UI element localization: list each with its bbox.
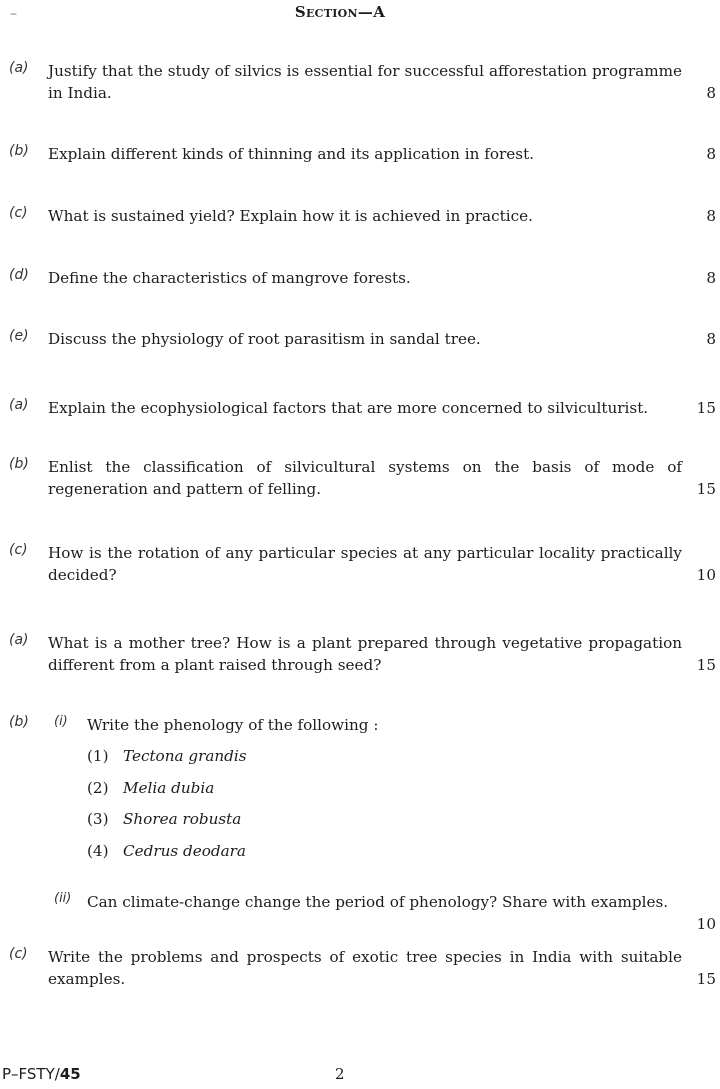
sub-question-text: Write the phenology of the following : [87, 716, 379, 734]
question-text: Justify that the study of silvics is essential for successful afforestation programme in India. [48, 62, 682, 102]
marks: 15 [696, 970, 716, 988]
question-text: Define the characteristics of mangrove forests. [48, 269, 411, 287]
question-text: Write the problems and prospects of exotic tree species in India with suitable examples. [48, 948, 682, 988]
question-text: Explain different kinds of thinning and its application in forest. [48, 145, 534, 163]
sub-question-label: (i) [54, 714, 68, 729]
marks: 8 [706, 145, 716, 163]
question-label: (a) [9, 397, 29, 413]
question-text: Explain the ecophysiological factors that are more concerned to silviculturist. [48, 399, 649, 417]
question-label: (c) [9, 946, 28, 962]
species-number: (1) [87, 747, 109, 765]
margin-mark: – [10, 6, 17, 22]
marks: 8 [706, 84, 716, 102]
question-label: (b) [9, 714, 29, 730]
species-name: Cedrus deodara [123, 842, 246, 860]
question-label: (c) [9, 205, 28, 221]
species-name: Melia dubia [123, 779, 215, 797]
sub-question-label: (ii) [54, 891, 72, 906]
question-text: Discuss the physiology of root parasitism in sandal tree. [48, 330, 481, 348]
question-label: (a) [9, 60, 29, 76]
species-name: Tectona grandis [123, 747, 247, 765]
species-number: (4) [87, 842, 109, 860]
question-label: (c) [9, 542, 28, 558]
species-item [87, 840, 246, 862]
paper-code-number: 45 [59, 1065, 81, 1083]
question-text: How is the rotation of any particular species at any particular locality practically decided? [48, 544, 682, 584]
marks: 10 [696, 566, 716, 584]
question-text: What is a mother tree? How is a plant prepared through vegetative propagation different from a plant raised through seed? [48, 634, 682, 674]
species-item [87, 745, 247, 767]
question-label: (e) [9, 328, 29, 344]
marks: 15 [696, 480, 716, 498]
question-label: (a) [9, 632, 29, 648]
marks: 8 [706, 330, 716, 348]
question-label: (d) [9, 267, 29, 283]
marks: 8 [706, 269, 716, 287]
marks: 15 [696, 399, 716, 417]
marks: 10 [696, 915, 716, 933]
marks: 15 [696, 656, 716, 674]
question-text: Enlist the classification of silvicultural systems on the basis of mode of regeneration and pattern of felling. [48, 458, 682, 498]
paper-code [2, 1065, 81, 1083]
question-text: What is sustained yield? Explain how it is achieved in practice. [48, 207, 533, 225]
species-number: (2) [87, 779, 109, 797]
species-item [87, 777, 214, 799]
species-name: Shorea robusta [123, 810, 242, 828]
species-number: (3) [87, 810, 109, 828]
sub-question-text: Can climate-change change the period of phenology? Share with examples. [87, 893, 669, 911]
species-item [87, 808, 241, 830]
marks: 8 [706, 207, 716, 225]
question-label: (b) [9, 456, 29, 472]
page-number: 2 [335, 1065, 345, 1083]
section-title: Section—A [294, 3, 386, 21]
paper-code-prefix: P–FSTY/ [2, 1065, 60, 1083]
question-label: (b) [9, 143, 29, 159]
